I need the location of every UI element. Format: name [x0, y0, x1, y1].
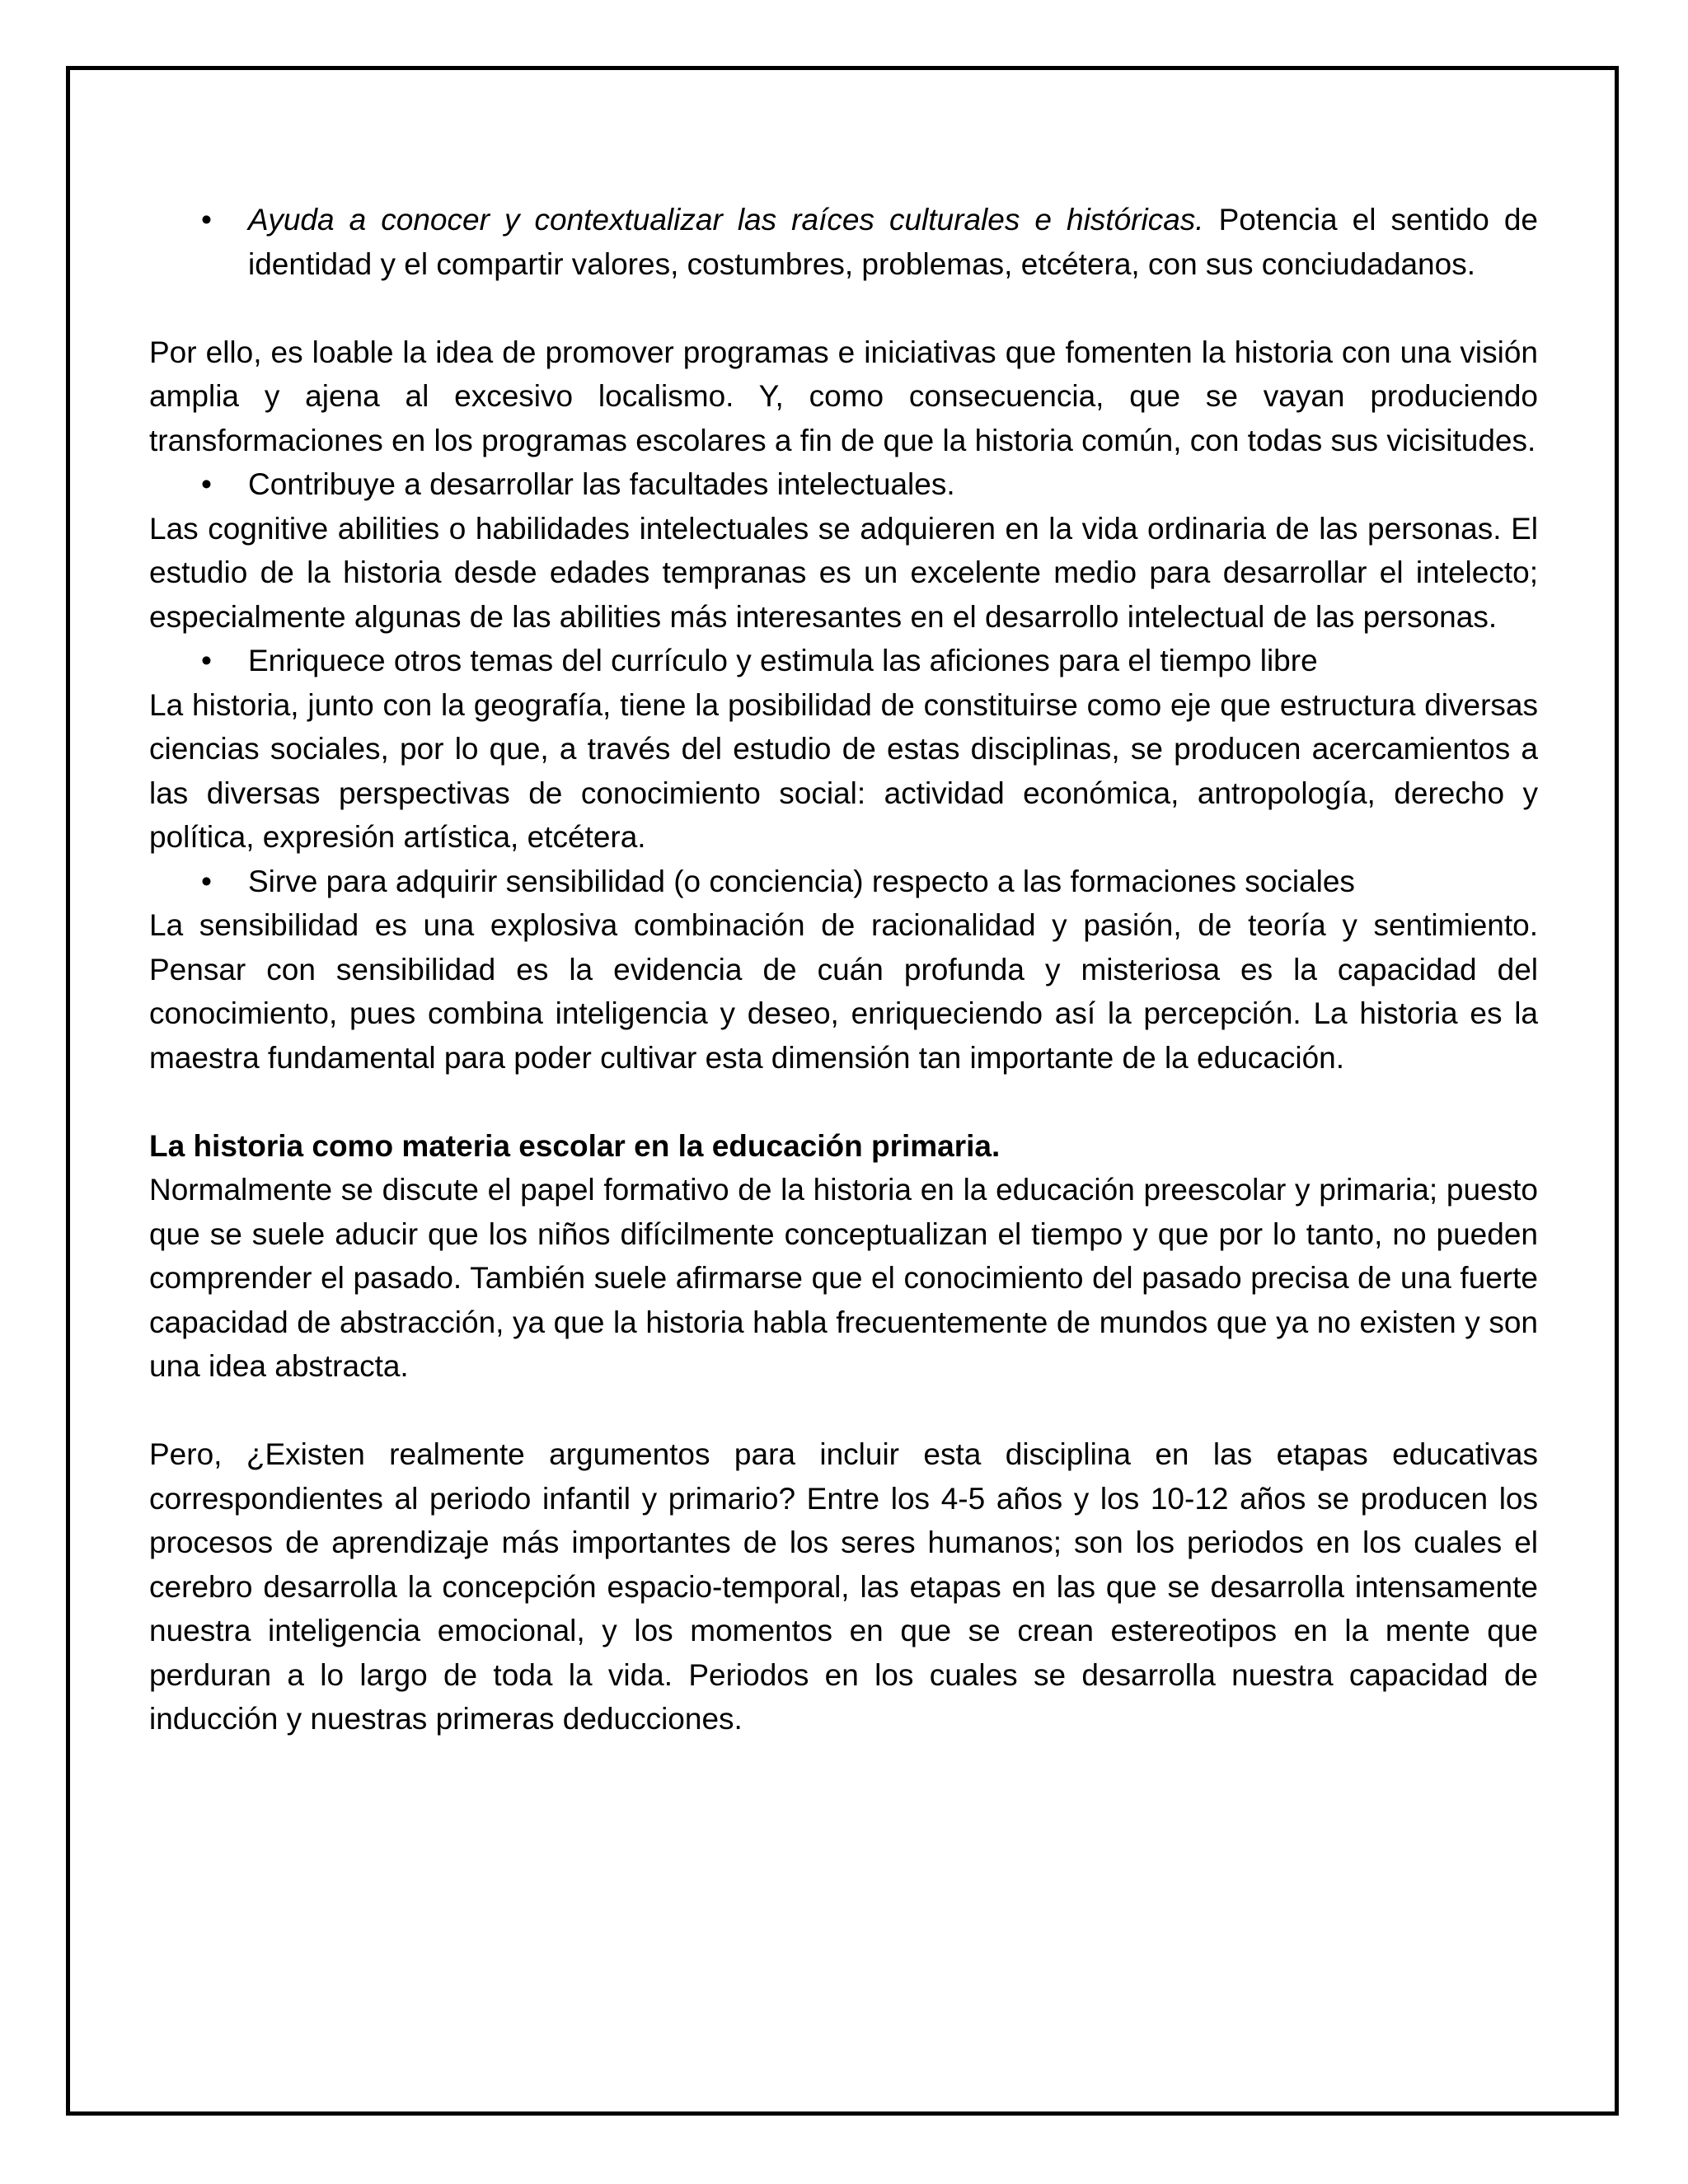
- paragraph-papel-formativo: Normalmente se discute el papel formativo de la historia en la educación preescolar y primaria; puesto que se suele aducir que los niños difícilmente conceptualizan el tiempo y que por lo tanto, no pueden comprender el pasado. También suele afirmarse que el conocimiento del pasado precisa de una fuerte capacidad de abstracción, ya que la historia habla frecuentemente de mundos que ya no existen y son una idea abstracta.: [149, 1173, 1538, 1383]
- paragraph-gap: [149, 286, 1538, 330]
- bullet-item-facultades: [149, 462, 1538, 507]
- paragraph-sensibilidad: La sensibilidad es una explosiva combinación de racionalidad y pasión, de teoría y sentimiento. Pensar con sensibilidad es la evidencia de cuán profunda y misteriosa es la capacidad del conocimiento, pues combina inteligencia y deseo, enriqueciendo así la percepción. La historia es la maestra fundamental para poder cultivar esta dimensión tan importante de la educación.: [149, 908, 1538, 1075]
- paragraph-cognitive-abilities: Las cognitive abilities o habilidades intelectuales se adquieren en la vida ordinaria de las personas. El estudio de la historia desde edades tempranas es un excelente medio para desarrollar el intelecto; especialmente algunas de las abilities más interesantes en el desarrollo intelectual de las personas.: [149, 511, 1538, 634]
- bullet-item-sensibilidad: [149, 860, 1538, 904]
- bullet-text: Potencia el sentido de identidad y el compartir valores, costumbres, problemas, etcétera, con sus conciudadanos.: [248, 203, 1539, 281]
- bullet-item-curriculo: [149, 639, 1538, 683]
- bullet-dot-icon: •: [201, 644, 212, 677]
- bullet-dot-icon: •: [201, 864, 212, 898]
- bullet-text: Enriquece otros temas del currículo y estimula las aficiones para el tiempo libre: [248, 644, 1318, 677]
- bullet-item-raices-culturales: [149, 198, 1538, 286]
- bullet-dot-icon: •: [201, 203, 212, 237]
- section-heading: La historia como materia escolar en la educación primaria.: [149, 1128, 1001, 1163]
- paragraph-gap: [149, 1080, 1538, 1124]
- paragraph-geografia: La historia, junto con la geografía, tiene la posibilidad de constituirse como eje que estructura diversas ciencias sociales, por lo que, a través del estudio de estas disciplinas, se producen acercamientos a las diversas perspectivas de conocimiento social: actividad económica, antropología, derecho y política, expresión artística, etcétera.: [149, 687, 1538, 854]
- document-body: [149, 198, 1538, 1741]
- bullet-text: Sirve para adquirir sensibilidad (o conciencia) respecto a las formaciones sociales: [248, 864, 1355, 898]
- paragraph-programas: Por ello, es loable la idea de promover programas e iniciativas que fomenten la historia con una visión amplia y ajena al excesivo localismo. Y, como consecuencia, que se vayan produciendo transformaciones en los programas escolares a fin de que la historia común, con todas sus vicisitudes.: [149, 335, 1538, 457]
- bullet-text: Contribuye a desarrollar las facultades intelectuales.: [248, 467, 955, 501]
- bullet-dot-icon: •: [201, 467, 212, 501]
- paragraph-gap: [149, 1389, 1538, 1433]
- bullet-italic-lead: Ayuda a conocer y contextualizar las raíces culturales e históricas.: [248, 203, 1204, 237]
- paragraph-argumentos: Pero, ¿Existen realmente argumentos para incluir esta disciplina en las etapas educativas correspondientes al periodo infantil y primario? Entre los 4-5 años y los 10-12 años se producen los procesos de aprendizaje más importantes de los seres humanos; son los periodos en los cuales el cerebro desarrolla la concepción espacio-temporal, las etapas en las que se desarrolla intensamente nuestra inteligencia emocional, y los momentos en que se crean estereotipos en la mente que perduran a lo largo de toda la vida. Periodos en los cuales se desarrolla nuestra capacidad de inducción y nuestras primeras deducciones.: [149, 1437, 1538, 1736]
